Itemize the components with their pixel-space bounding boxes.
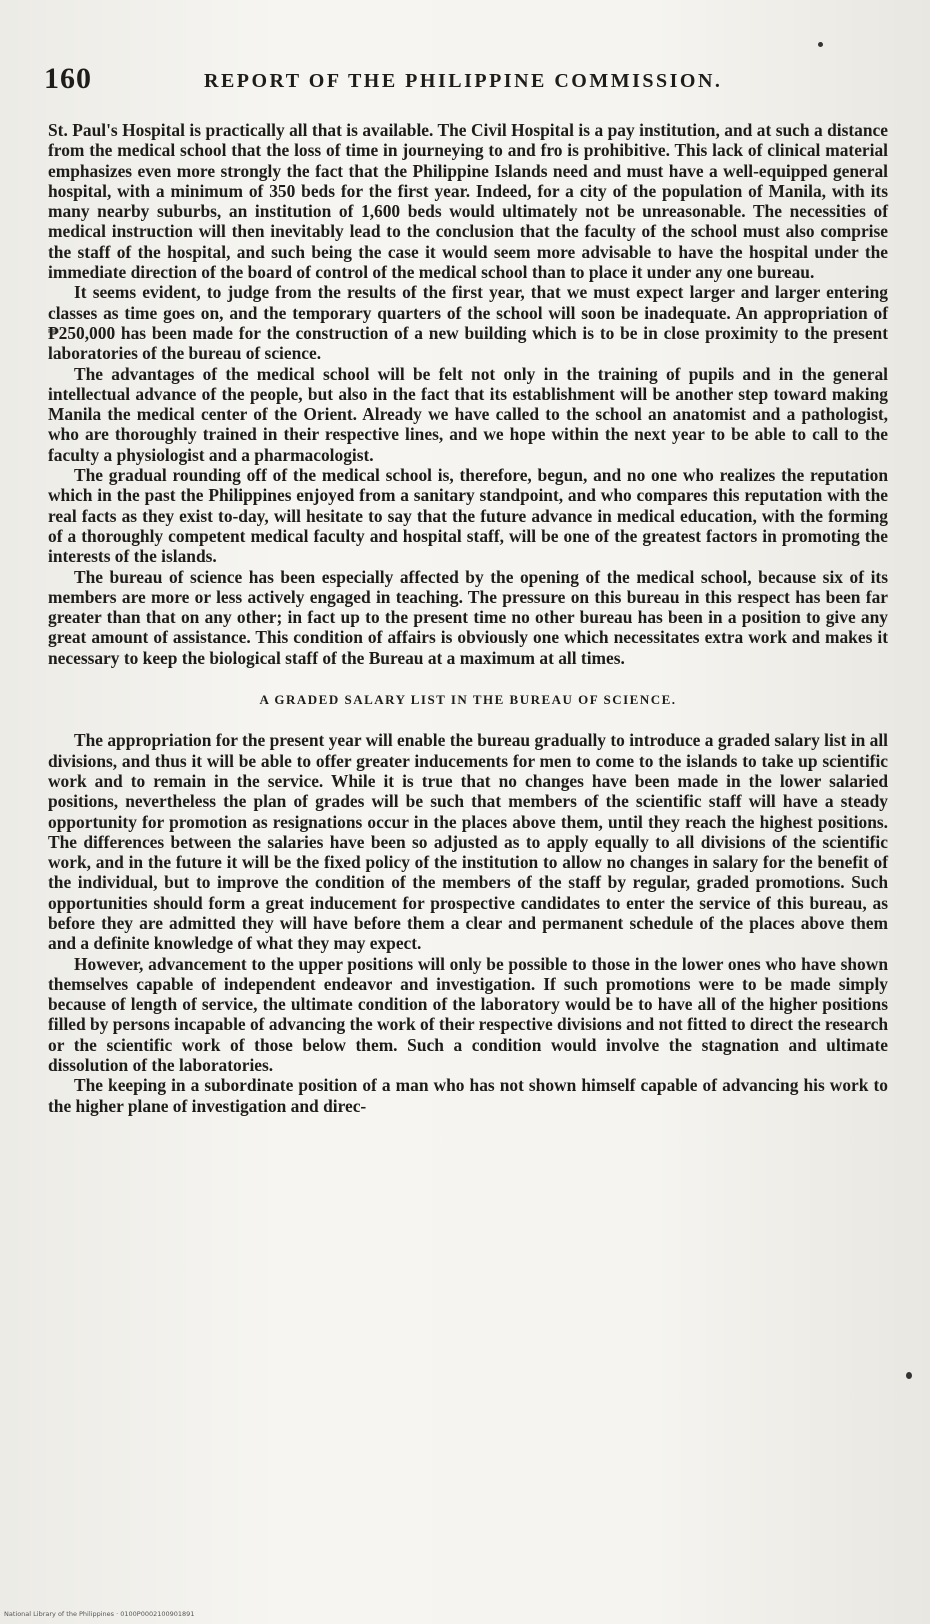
page-number: 160 — [44, 62, 92, 95]
paragraph: The bureau of science has been especially affected by the opening of the medical school, because six of its members are more or less actively engaged in teaching. The pressure on this bureau in this respect has been far greater than that on any other; in fact up to the present time no other bureau has been in a position to give any great amount of assistance. This condition of affairs is obviously one which necessitates extra work and makes it necessary to keep the biological staff of the Bureau at a maximum at all times. — [48, 566, 888, 668]
running-head: REPORT OF THE PHILIPPINE COMMISSION. — [204, 70, 723, 92]
scan-footer: National Library of the Philippines · 0100P0002100901891 — [4, 1610, 195, 1618]
paragraph: St. Paul's Hospital is practically all that is available. The Civil Hospital is a pay institution, and at such a distance from the medical school that the loss of time in journeying to and fro is prohibitive. This lack of clinical material emphasizes even more strongly the fact that the Philippine Islands need and must have a well-equipped general hospital, with a minimum of 350 beds for the first year. Indeed, for a city of the population of Manila, with its many nearby suburbs, an institution of 1,600 beds would ultimately not be unreasonable. The necessities of medical instruction will then inevitably lead to the conclusion that the faculty of the school must also comprise the staff of the hospital, and such being the case it would seem more advisable to have the hospital under the immediate direction of the board of control of the medical school than to place it under any one bureau. — [48, 120, 888, 283]
paragraph: However, advancement to the upper positions will only be possible to those in the lower ones who have shown themselves capable of independent endeavor and investigation. If such promotions were to be made simply because of length of service, the ultimate condition of the laboratory would be to have all of the higher positions filled by persons incapable of advancing the work of their respective divisions and not fitted to direct the research or the scientific work of those below them. Such a condition would involve the stagnation and ultimate dissolution of the laboratories. — [48, 953, 888, 1076]
paragraph: The gradual rounding off of the medical school is, therefore, begun, and no one who realizes the reputation which in the past the Philippines enjoyed from a sanitary standpoint, and who compares this reputation with the real facts as they exist to-day, will hesitate to say that the future advance in medical education, with the forming of a thoroughly competent medical faculty and hospital staff, will be one of the greatest factors in promoting the interests of the islands. — [48, 465, 888, 567]
paragraph: It seems evident, to judge from the results of the first year, that we must expect larger and larger entering classes as time goes on, and the temporary quarters of the school will soon be inadequate. An appropriation of ₱250,000 has been made for the construction of a new building which is to be in close proximity to the present laboratories of the bureau of science. — [48, 282, 888, 364]
scan-speck — [818, 42, 823, 47]
paragraph: The keeping in a subordinate position of a man who has not shown himself capable of advancing his work to the higher plane of investigation and direc- — [48, 1075, 888, 1116]
paragraph: The appropriation for the present year will enable the bureau gradually to introduce a graded salary list in all divisions, and thus it will be able to offer greater inducements for men to come to the islands to take up scientific work and to remain in the service. While it is true that no changes have been made in the lower salaried positions, nevertheless the plan of grades will be such that members of the scientific staff will have a steady opportunity for promotion as resignations occur in the places above them, until they reach the highest positions. The differences between the salaries have been so adjusted as to apply equally to all divisions of the scientific work, and in the future it will be the fixed policy of the institution to allow no changes in salary for the benefit of the individual, but to improve the condition of the members of the staff by regular, graded promotions. Such opportunities should form a great inducement for prospective candidates to enter the service of this bureau, as before they are admitted they will have before them a clear and permanent schedule of the places above them and a definite knowledge of what they may expect. — [48, 730, 888, 954]
scan-speck — [906, 1372, 912, 1379]
page-header — [44, 62, 894, 102]
paragraph: The advantages of the medical school will be felt not only in the training of pupils and in the general intellectual advance of the people, but also in the fact that its establishment will be another step toward making Manila the medical center of the Orient. Already we have called to the school an anatomist and a pathologist, who are thoroughly trained in their respective lines, and we hope within the next year to be able to call to the faculty a physiologist and a pharmacologist. — [48, 363, 888, 465]
body-text — [48, 120, 888, 1116]
section-heading: A GRADED SALARY LIST IN THE BUREAU OF SCIENCE. — [259, 692, 677, 708]
